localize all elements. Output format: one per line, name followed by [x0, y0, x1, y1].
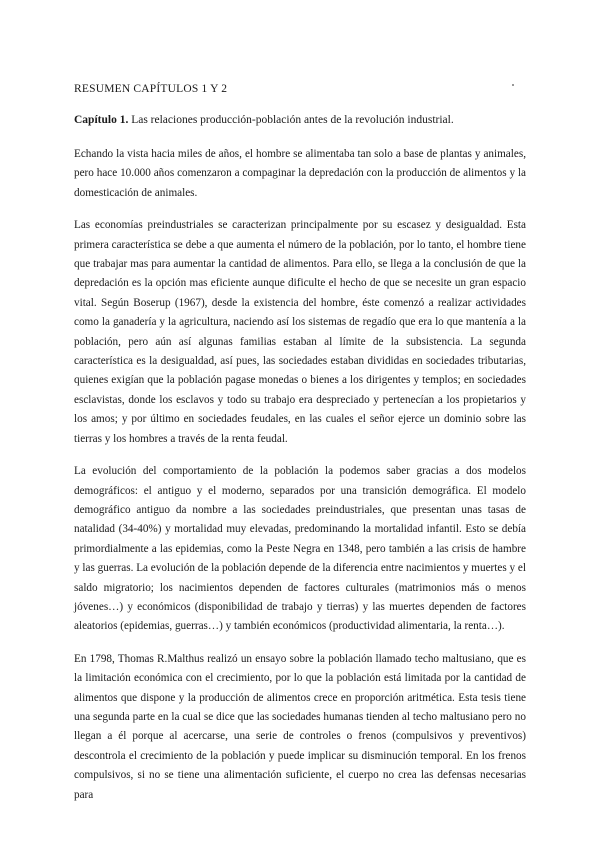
chapter-heading — [74, 113, 526, 127]
document-body — [74, 82, 526, 818]
paragraph-1: Echando la vista hacia miles de años, el hombre se alimentaba tan solo a base de plantas y animales, pero hace 10.000 años comenzaron a compaginar la depredación con la producción de alimentos y la domesticación de animales. — [74, 148, 526, 199]
document-title: RESUMEN CAPÍTULOS 1 Y 2 — [74, 83, 228, 95]
paragraph-4: En 1798, Thomas R.Malthus realizó un ensayo sobre la población llamado techo maltusiano, que es la limitación económica con el crecimiento, por lo que la población está limitada por la cantidad de alimentos que dispone y la producción de alimentos crece en proporción aritmética. Esta tesis tiene una segunda parte en la cual se dice que las sociedades humanas tienden al techo maltusiano pero no llegan a él porque al acercarse, una serie de controles o frenos (compulsivos y preventivos) descontrola el crecimiento de la población y puede implicar su disminución temporal. En los frenos compulsivos, si no se tiene una alimentación suficiente, el cuerpo no crea las defensas necesarias para — [74, 652, 526, 801]
paragraph-3: La evolución del comportamiento de la población la podemos saber gracias a dos modelos demográficos: el antiguo y el moderno, separados por una transición demográfica. El modelo demográfico antiguo da nombre a las sociedades preindustriales, que presentan unas tasas de natalidad (34-40%) y mortalidad muy elevadas, predominando la mortalidad infantil. Esto se debía primordialmente a las epidemias, como la Peste Negra en 1348, pero también a las crisis de hambre y las guerras. La evolución de la población depende de la diferencia entre nacimientos y muertes y el saldo migratorio; los nacimientos dependen de factores culturales (matrimonios más o menos jóvenes…) y económicos (disponibilidad de trabajo y tierras) y las muertes dependen de factores aleatorios (epidemias, guerras…) y también económicos (productividad alimentaria, la renta…). — [74, 465, 526, 633]
chapter-title: Las relaciones producción-población antes de la revolución industrial. — [131, 114, 454, 126]
paragraph-2: Las economías preindustriales se caracterizan principalmente por su escasez y desigualdad. Esta primera característica se debe a que aumenta el número de la población, por lo tanto, el hombre tiene que trabajar mas para aumentar la cantidad de alimentos. Para ello, se llega a la conclusión de que la depredación es la opción mas eficiente aunque dificulte el hecho de que se necesite un gran espacio vital. Según Boserup (1967), desde la existencia del hombre, éste comenzó a realizar actividades como la ganadería y la agricultura, naciendo así los sistemas de regadío que era lo que mantenía a la población, pero aún así algunas familias estaban al límite de la subsistencia. La segunda característica es la desigualdad, así pues, las sociedades estaban divididas en sociedades tributarias, quienes exigían que la población pagase monedas o bienes a los dirigentes y templos; en sociedades esclavistas, donde los esclavos y todo su trabajo era despreciado y pertenecían a los propietarios y los amos; y por último en sociedades feudales, en las cuales el señor ejerce un dominio sobre las tierras y los hombres a través de la renta feudal. — [74, 219, 526, 445]
chapter-label: Capítulo 1. — [74, 114, 129, 126]
